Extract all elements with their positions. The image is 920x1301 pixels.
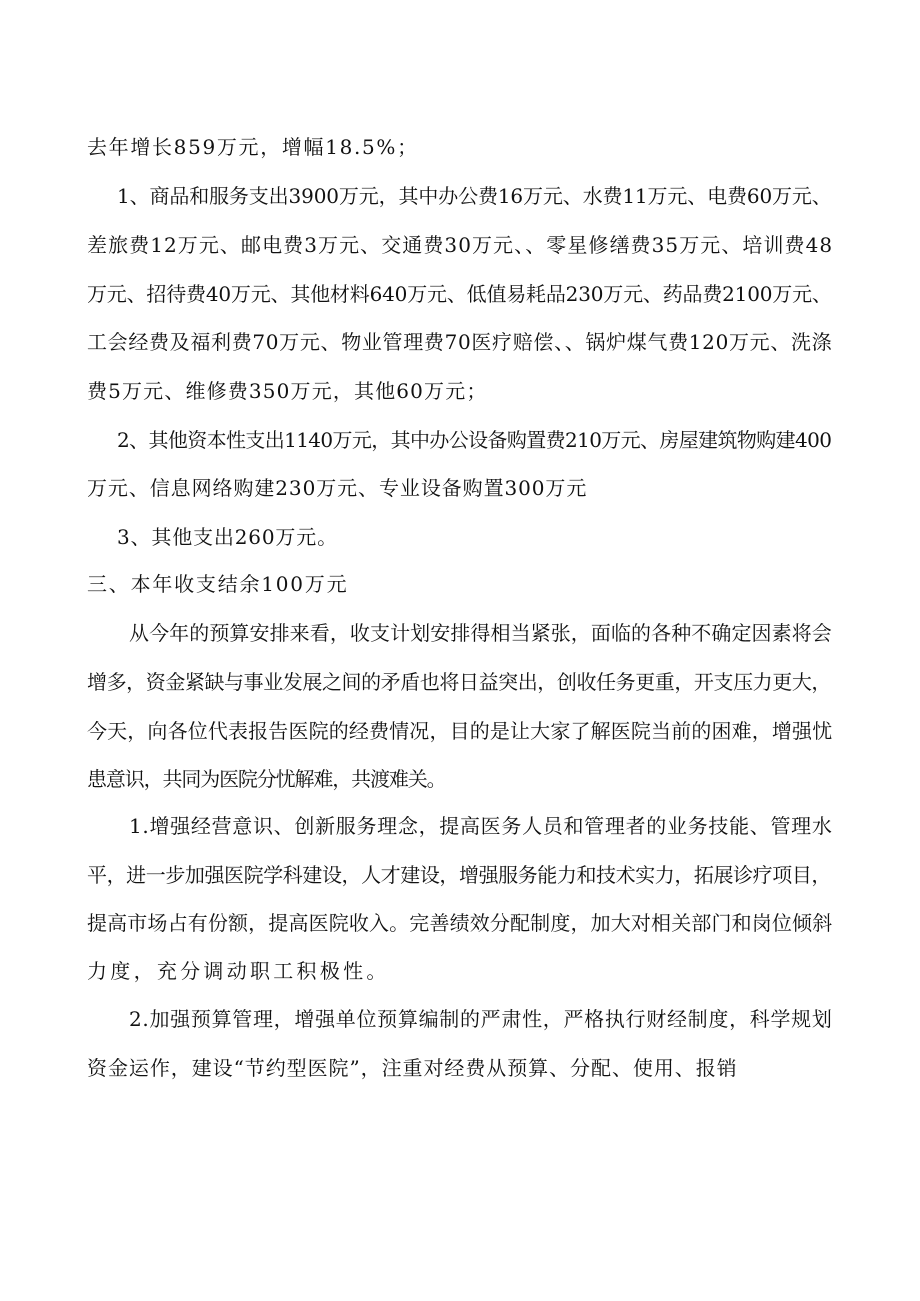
text-line: 差旅费12万元、邮电费3万元、交通费30万元、、零星修缮费35万元、培训费48 [87, 233, 834, 257]
text-line: 增多，资金紧缺与事业发展之间的矛盾也将日益突出，创收任务更重，开支压力更大， [87, 670, 831, 694]
text-line: 提高市场占有份额，提高医院收入。完善绩效分配制度，加大对相关部门和岗位倾斜 [87, 911, 833, 935]
text-line: 今天，向各位代表报告医院的经费情况，目的是让大家了解医院当前的困难，增强忧 [87, 719, 833, 743]
text-line: 2、其他资本性支出1140万元，其中办公设备购置费210万元、房屋建筑物购建400 [117, 428, 832, 452]
text-line: 3、其他支出260万元。 [117, 525, 338, 549]
text-line: 2.加强预算管理，增强单位预算编制的严肃性，严格执行财经制度，科学规划 [129, 1007, 833, 1031]
text-line: 从今年的预算安排来看，收支计划安排得相当紧张，面临的各种不确定因素将会 [129, 621, 832, 645]
text-line: 平，进一步加强医院学科建设，人才建设，增强服务能力和技术实力，拓展诊疗项目， [87, 863, 831, 887]
text-line: 资金运作，建设“节约型医院”，注重对经费从预算、分配、使用、报销 [87, 1056, 738, 1080]
section-heading: 三、本年收支结余100万元 [87, 572, 349, 596]
text-line: 1.增强经营意识、创新服务理念，提高医务人员和管理者的业务技能、管理水 [129, 814, 833, 838]
text-line: 1、商品和服务支出3900万元，其中办公费16万元、水费11万元、电费60万元、 [117, 184, 832, 208]
text-line: 万元、信息网络购建230万元、专业设备购置300万元 [87, 476, 588, 500]
text-line: 工会经费及福利费70万元、物业管理费70医疗赔偿、、锅炉煤气费120万元、洗涤 [87, 330, 833, 354]
text-line: 去年增长859万元，增幅18.5%； [87, 135, 419, 159]
text-line: 万元、招待费40万元、其他材料640万元、低值易耗品230万元、药品费2100万元、 [87, 282, 832, 306]
text-line: 费5万元、维修费350万元，其他60万元； [87, 379, 488, 403]
text-line: 患意识，共同为医院分忧解难，共渡难关。 [87, 767, 446, 791]
text-line: 力度，充分调动职工积极性。 [87, 959, 390, 983]
